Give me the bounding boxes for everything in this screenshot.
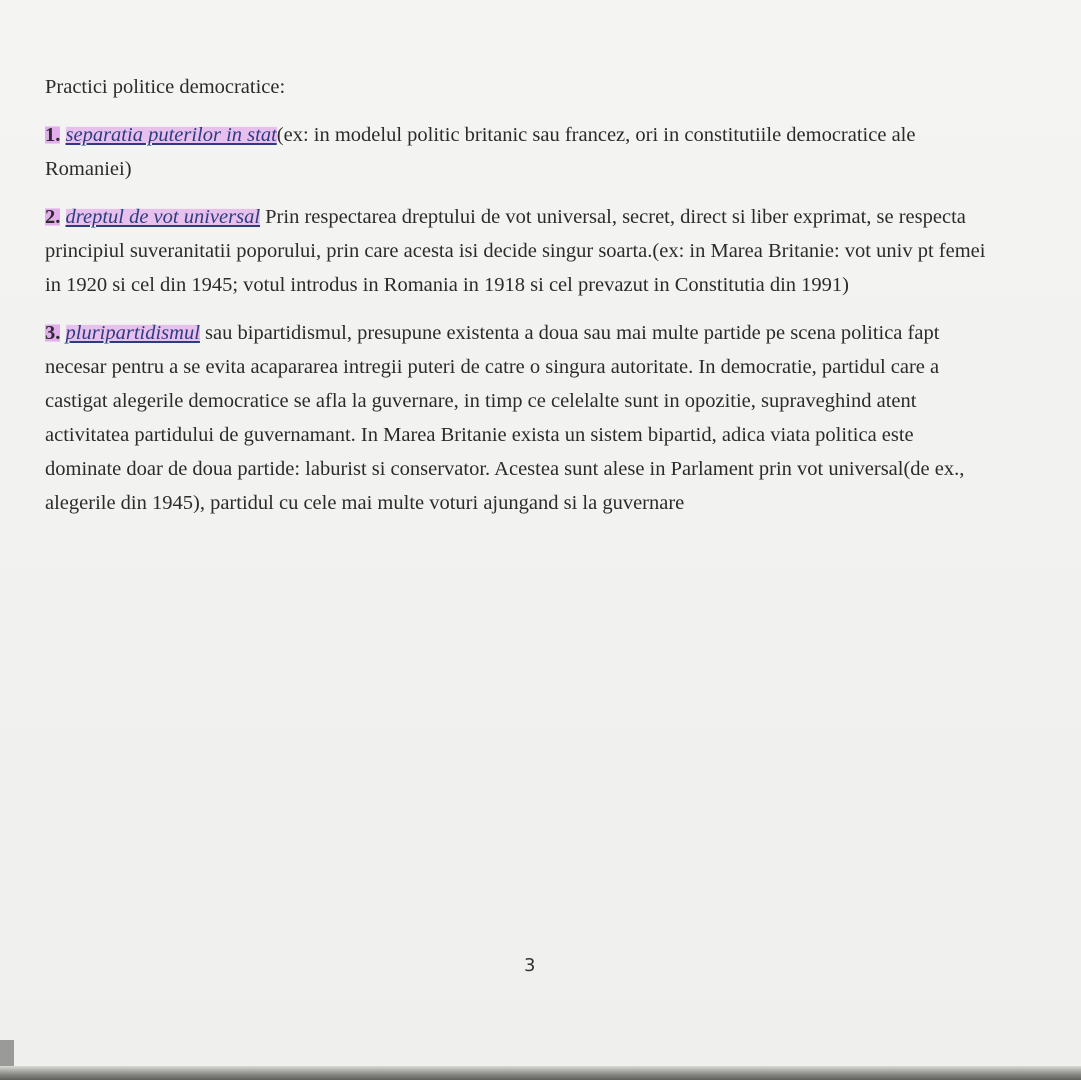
item-number: 1.: [45, 124, 61, 146]
list-item: [45, 316, 995, 520]
section-heading: Practici politice democratice:: [45, 76, 286, 98]
item-text: Prin respectarea dreptului de vot universal, secret, direct si liber exprimat, se respecta principiul suveranitatii poporului, prin care acesta isi decide singur soarta.(ex: in Marea Britanie: vot univ pt femei in 1920 si cel din 1945; votul introdus in Romania in 1918 si cel prevazut in Constitutia din 1991): [45, 206, 986, 296]
item-term: pluripartidismul: [65, 322, 200, 344]
page-content: [45, 70, 995, 534]
item-number: 2.: [45, 206, 61, 228]
item-term: separatia puterilor in stat: [65, 124, 277, 146]
item-number: 3.: [45, 322, 61, 344]
list-item: [45, 118, 995, 186]
item-text: (ex: in modelul politic britanic sau francez, ori in constitutiile democratice ale Romaniei): [45, 124, 916, 180]
list-item: [45, 200, 995, 302]
page-bottom-edge: [0, 1066, 1081, 1080]
page-number: 3: [524, 955, 536, 976]
item-text: sau bipartidismul, presupune existenta a doua sau mai multe partide pe scena politica fapt necesar pentru a se evita acapararea intregii puteri de catre o singura autoritate. In democratie, partidul care a castigat alegerile democratice se afla la guvernare, in timp ce celelalte sunt in opozitie, supraveghind atent activitatea partidului de guvernamant. In Marea Britanie exista un sistem bipartid, adica viata politica este dominate doar de doua partide: laburist si conservator. Acestea sunt alese in Parlament prin vot universal(de ex., alegerile din 1945), partidul cu cele mai multe voturi ajungand si la guvernare: [45, 322, 965, 514]
item-term: dreptul de vot universal: [65, 206, 261, 228]
